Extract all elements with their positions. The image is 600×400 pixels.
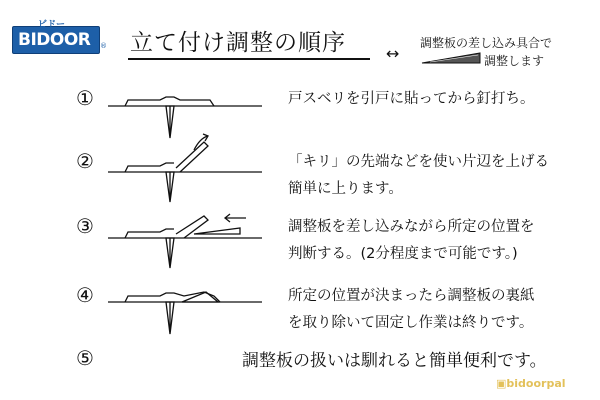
header-note-line2: 調整します — [484, 54, 545, 68]
logo-registered-mark: ® — [100, 42, 107, 50]
step-4-line-2: を取り除いて固定し作業は終りです。 — [288, 315, 534, 331]
step-5-number: ⑤ — [76, 346, 94, 370]
logo-kana: ビドー — [38, 20, 66, 30]
step-3-figure — [100, 196, 270, 276]
step-3-line-2: 判断する。(2分程度まで可能です。) — [288, 246, 518, 262]
step-4-number: ④ — [76, 283, 94, 307]
step-4-line-1: 所定の位置が決まったら調整板の裏紙 — [288, 288, 535, 304]
step-1-number: ① — [76, 86, 94, 110]
watermark — [496, 377, 566, 390]
title-underline — [128, 58, 370, 60]
step-3-line-1: 調整板を差し込みながら所定の位置を — [288, 219, 535, 235]
watermark-text: bidoorpal — [506, 377, 566, 390]
page-title: 立て付け調整の順序 — [130, 30, 346, 56]
step-3-number: ③ — [76, 214, 94, 238]
step-5-text: 調整板の扱いは馴れると簡単便利です。 — [242, 351, 547, 371]
watermark-logo-icon: ▣ — [496, 377, 507, 390]
shim-plate-icon — [420, 51, 482, 65]
step-2-line-2: 簡単に上ります。 — [288, 181, 403, 197]
bidoor-logo — [12, 26, 100, 54]
step-2-number: ② — [76, 149, 94, 173]
double-arrow-icon: ↔ — [386, 44, 400, 63]
step-4-figure — [100, 268, 270, 348]
logo-text: BIDOOR — [18, 30, 91, 50]
step-1-line-1: 戸スベリを引戸に貼ってから釘打ち。 — [288, 91, 535, 107]
step-2-line-1: 「キリ」の先端などを使い片辺を上げる — [288, 154, 549, 170]
header-note-line1: 調整板の差し込み具合で — [420, 36, 553, 50]
